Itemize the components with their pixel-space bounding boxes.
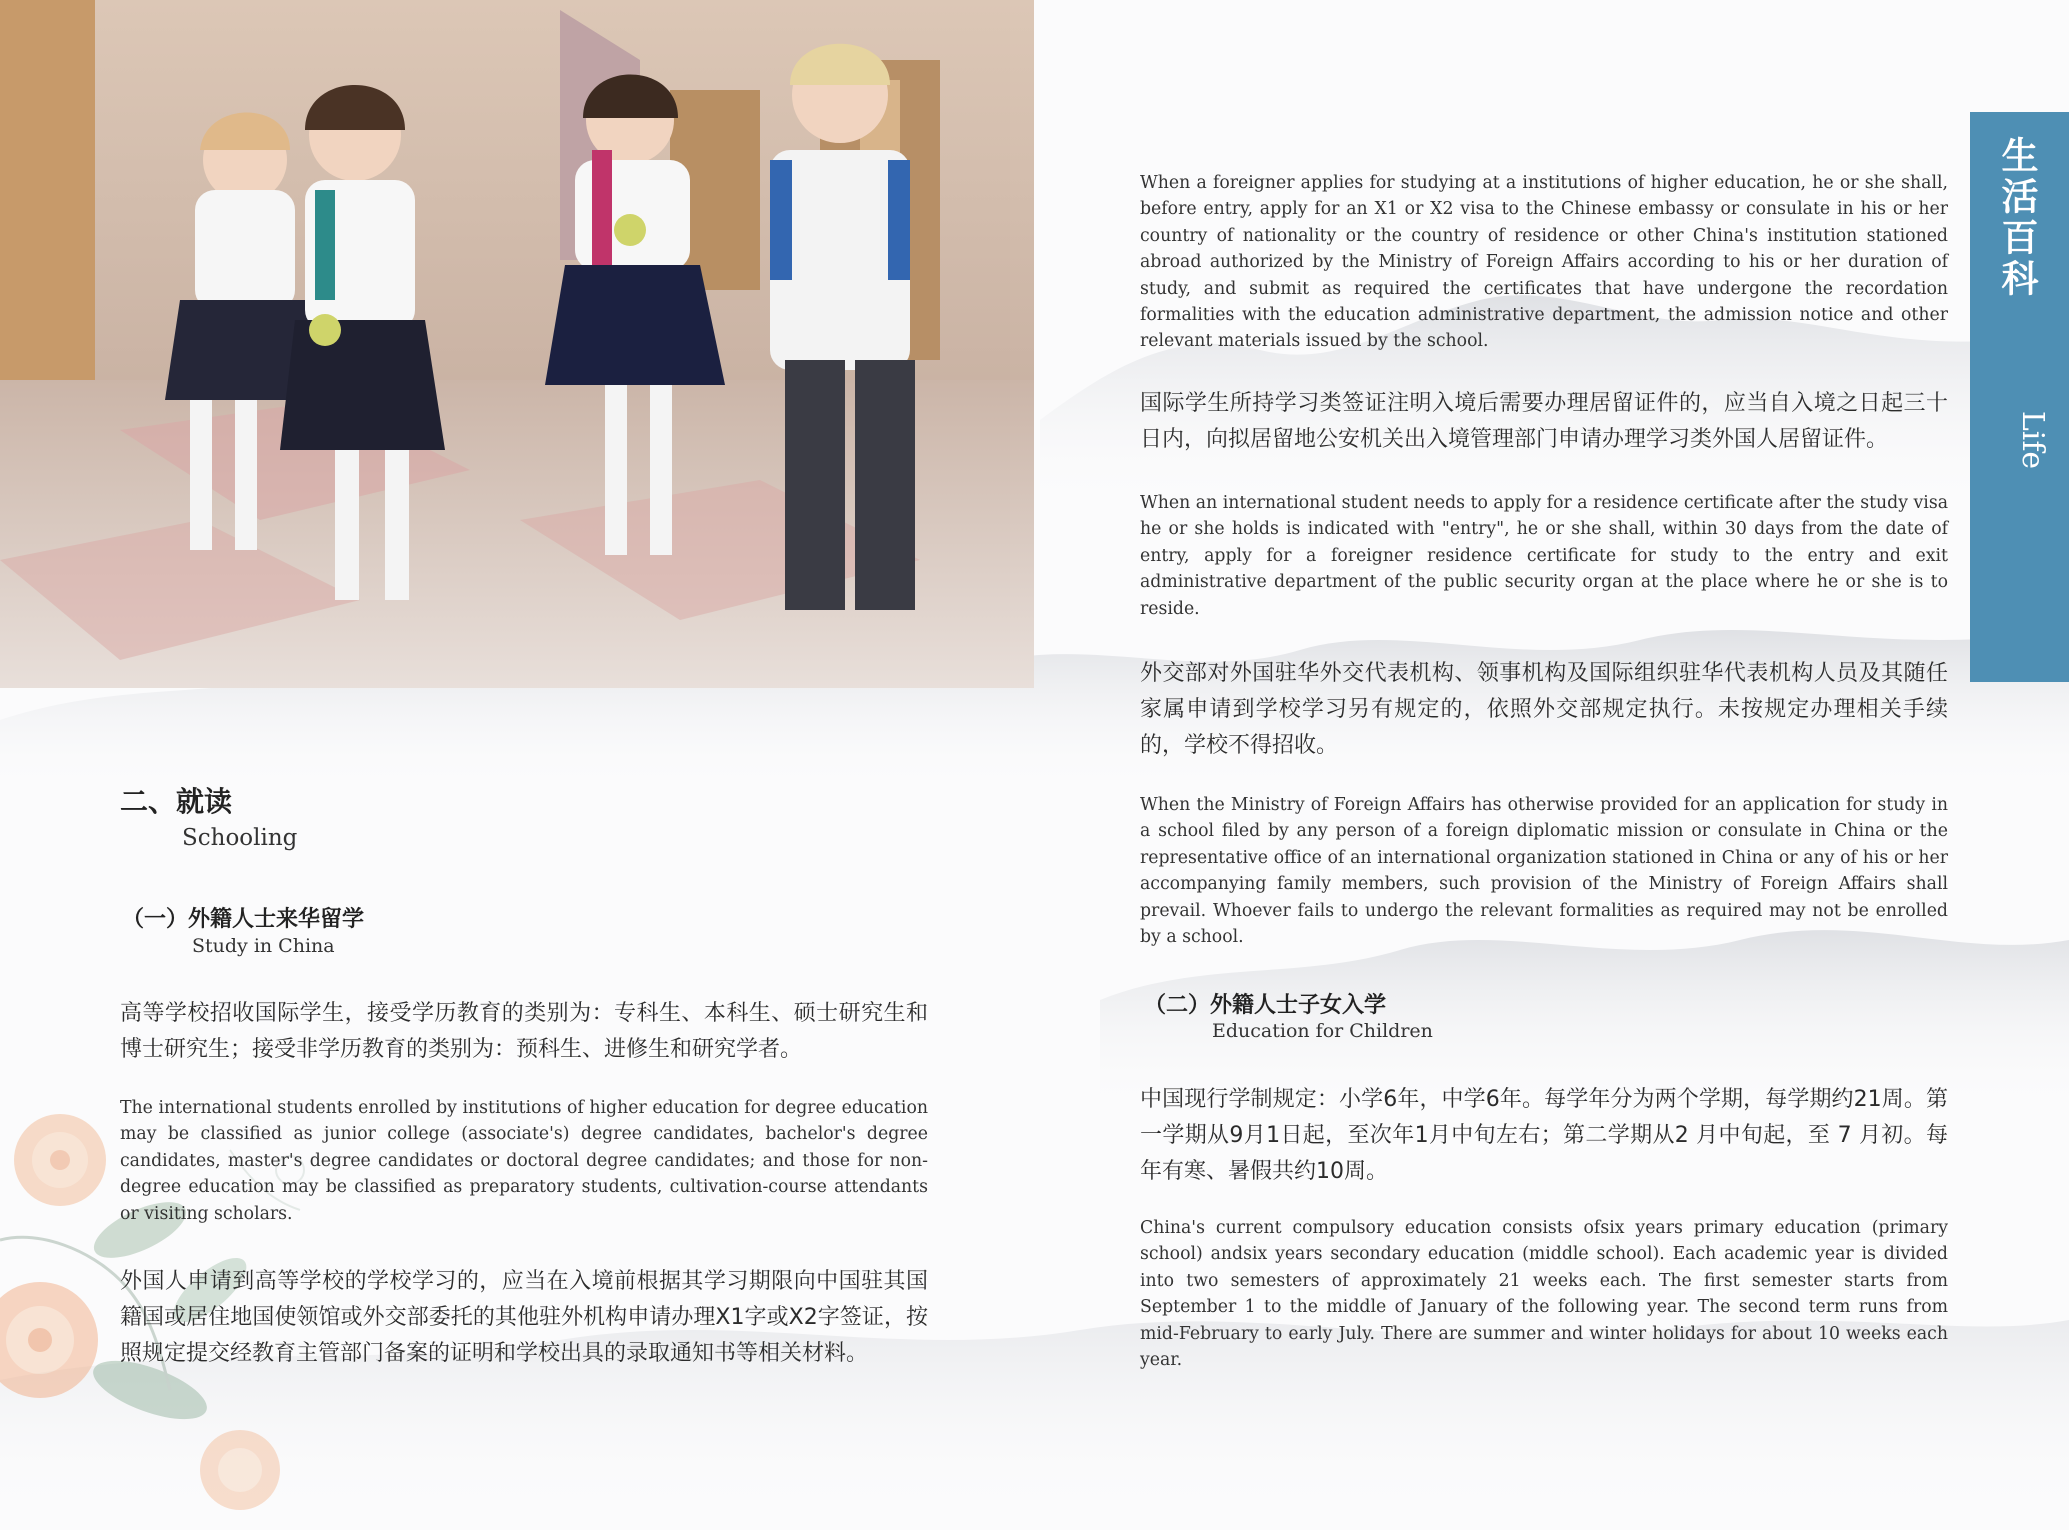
section-title-en: Schooling	[182, 825, 298, 851]
right-para-3-zh-block	[1140, 656, 1948, 764]
left-para-1-zh-block	[120, 996, 928, 1068]
right-para-1-en-block	[1140, 170, 1948, 355]
right-para-2-zh: 国际学生所持学习类签证注明入境后需要办理居留证件的，应当自入境之日起三十日内，向拟居留地公安机关出入境管理部门申请办理学习类外国人居留证件。	[1140, 391, 1948, 452]
subsection-2-title-zh: （二）外籍人士子女入学	[1144, 993, 1387, 1018]
right-para-4-zh: 中国现行学制规定：小学6年，中学6年。每学年分为两个学期，每学期约21周。第一学期从9月1日起，至次年1月中旬左右；第二学期从2 月中旬起，至 7 月初。每年有寒、暑假共约10周。	[1140, 1087, 1948, 1184]
subsection-1-title-en: Study in China	[192, 935, 335, 957]
side-tab-title-zh: 生活百科	[1995, 136, 2039, 300]
subsection-2-heading-en	[1212, 1020, 1712, 1042]
subsection-1-heading	[122, 902, 722, 933]
left-para-1-en-block	[120, 1095, 928, 1227]
section-title-zh: 二、就读	[120, 785, 233, 818]
right-para-3-en: When the Ministry of Foreign Affairs has otherwise provided for an application for study in a school filed by any person of a foreign diplomatic mission or consulate in China or the representative office of an international organization stationed in China or any of his or her accompanying family members, such provision of the Ministry of Foreign Affairs shall prevail. Whoever fails to undergo the relevant formalities as required may not be enrolled by a school.	[1140, 795, 1948, 948]
left-para-2-zh-block	[120, 1264, 928, 1372]
left-para-1-en: The international students enrolled by institutions of higher education for degree education may be classified as junior college (associate's) degree candidates, bachelor's degree candidates, master's degree candidates or doctoral degree candidates; and those for non-degree education may be classified as preparatory students, cultivation-course attendants or visiting scholars.	[120, 1098, 928, 1224]
right-para-2-zh-block	[1140, 386, 1948, 458]
right-para-3-zh: 外交部对外国驻华外交代表机构、领事机构及国际组织驻华代表机构人员及其随任家属申请到学校学习另有规定的，依照外交部规定执行。未按规定办理相关手续的，学校不得招收。	[1140, 661, 1948, 758]
left-para-2-zh: 外国人申请到高等学校的学校学习的，应当在入境前根据其学习期限向中国驻其国籍国或居住地国使领馆或外交部委托的其他驻外机构申请办理X1字或X2字签证，按照规定提交经教育主管部门备案的证明和学校出具的录取通知书等相关材料。	[120, 1269, 928, 1366]
subsection-2-title-en: Education for Children	[1212, 1020, 1433, 1042]
side-tab-title-en: Life	[2015, 410, 2050, 470]
right-para-4-en: China's current compulsory education consists ofsix years primary education (primary school) andsix years secondary education (middle school). Each academic year is divided into two semesters of approximately 21 weeks each. The first semester starts from September 1 to the middle of January of the following year. The second term runs from mid-February to early July. There are summer and winter holidays for about 10 weeks each year.	[1140, 1218, 1948, 1371]
schoolchildren-photo	[0, 0, 1034, 688]
right-para-4-zh-block	[1140, 1082, 1948, 1190]
right-para-2-en-block	[1140, 490, 1948, 622]
right-para-2-en: When an international student needs to apply for a residence certificate after the study visa he or she holds is indicated with "entry", he or she shall, within 30 days from the date of entry, apply for a foreigner residence certificate for study to the entry and exit administrative department of the public security organ at the place where he or she is to reside.	[1140, 493, 1948, 619]
right-para-1-en: When a foreigner applies for studying at a institutions of higher education, he or she shall, before entry, apply for an X1 or X2 visa to the Chinese embassy or consulate in his or her country of nationality or the country of residence or other China's institution stationed abroad authorized by the Ministry of Foreign Affairs according to his or her duration of study, and submit as required the certificates that have undergone the recordation formalities with the education administrative department, the admission notice and other relevant materials issued by the school.	[1140, 173, 1948, 352]
right-para-3-en-block	[1140, 792, 1948, 950]
side-tab	[1970, 112, 2069, 682]
left-para-1-zh: 高等学校招收国际学生，接受学历教育的类别为：专科生、本科生、硕士研究生和博士研究生；接受非学历教育的类别为：预科生、进修生和研究学者。	[120, 1001, 928, 1062]
subsection-1-title-zh: （一）外籍人士来华留学	[122, 907, 365, 932]
subsection-1-heading-en	[192, 935, 692, 957]
subsection-2-heading	[1144, 988, 1744, 1019]
right-para-4-en-block	[1140, 1215, 1948, 1373]
section-heading	[120, 780, 540, 820]
section-heading-en	[182, 825, 582, 851]
